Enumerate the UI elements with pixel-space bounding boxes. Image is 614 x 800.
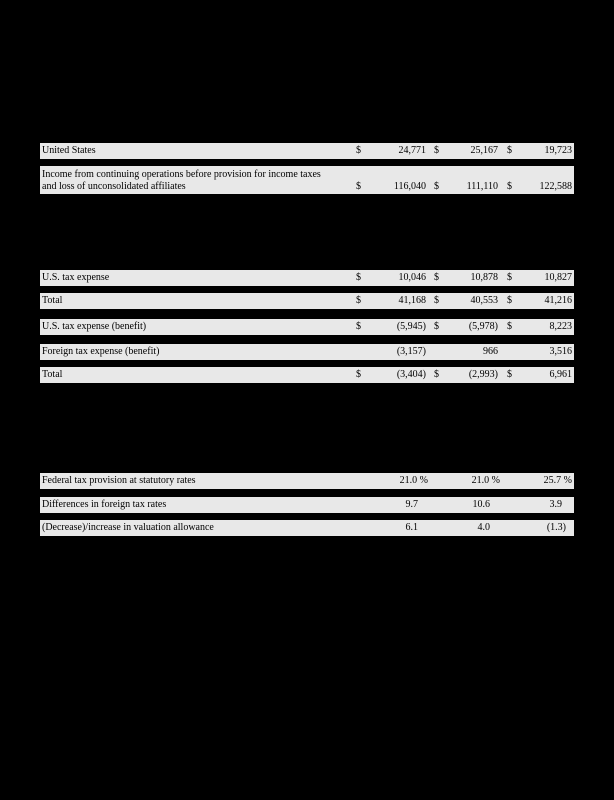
table-row-valuation-allowance [40, 520, 574, 536]
currency-symbol: $ [356, 145, 361, 156]
table-row-income-before-taxes [40, 166, 574, 194]
value-col2: 25,167 [470, 145, 498, 156]
value-col1: 24,771 [398, 145, 426, 156]
value-col1: 21.0 % [399, 475, 428, 486]
table-row-total-current [40, 293, 574, 309]
currency-symbol: $ [507, 295, 512, 306]
value-col3: 8,223 [549, 321, 572, 332]
value-col1: (3,404) [396, 369, 426, 380]
currency-symbol: $ [507, 272, 512, 283]
table-row-foreign-tax-expense-benefit [40, 344, 574, 360]
currency-symbol: $ [507, 369, 512, 380]
row-label: Differences in foreign tax rates [42, 499, 167, 510]
row-label-line2: and loss of unconsolidated affiliates [42, 181, 186, 192]
value-col2: 40,553 [470, 295, 498, 306]
table-row-foreign-tax-rates [40, 497, 574, 513]
value-col1: (3,157) [396, 346, 426, 357]
value-col1: 116,040 [393, 181, 426, 192]
value-col3: 3,516 [549, 346, 572, 357]
value-col3: 19,723 [544, 145, 572, 156]
row-label: Total [42, 295, 63, 306]
table-row-total-deferred [40, 367, 574, 383]
currency-symbol: $ [356, 181, 361, 192]
currency-symbol: $ [434, 272, 439, 283]
row-label: Federal tax provision at statutory rates [42, 475, 196, 486]
currency-symbol: $ [434, 369, 439, 380]
value-col2: 10,878 [470, 272, 498, 283]
value-col2: 4.0 [477, 522, 490, 533]
currency-symbol: $ [507, 181, 512, 192]
currency-symbol: $ [356, 321, 361, 332]
currency-symbol: $ [356, 369, 361, 380]
value-col1: 41,168 [398, 295, 426, 306]
row-label: Foreign tax expense (benefit) [42, 346, 160, 357]
value-col1: 6.1 [405, 522, 418, 533]
row-label: U.S. tax expense [42, 272, 110, 283]
row-label: United States [42, 145, 96, 156]
value-col1: (5,945) [396, 321, 426, 332]
table-row-federal-statutory [40, 473, 574, 489]
currency-symbol: $ [356, 295, 361, 306]
row-label: (Decrease)/increase in valuation allowance [42, 522, 214, 533]
currency-symbol: $ [434, 295, 439, 306]
currency-symbol: $ [434, 321, 439, 332]
value-col3: 10,827 [544, 272, 572, 283]
value-col1: 9.7 [405, 499, 418, 510]
value-col2: (2,993) [468, 369, 498, 380]
value-col2: 966 [483, 346, 498, 357]
row-label: Total [42, 369, 63, 380]
currency-symbol: $ [356, 272, 361, 283]
table-row-united-states [40, 143, 574, 159]
value-col3: 25.7 % [543, 475, 572, 486]
value-col2: 10.6 [472, 499, 490, 510]
value-col3: (1.3) [546, 522, 566, 533]
value-col2: (5,978) [468, 321, 498, 332]
currency-symbol: $ [434, 181, 439, 192]
value-col3: 6,961 [549, 369, 572, 380]
currency-symbol: $ [434, 145, 439, 156]
currency-symbol: $ [507, 321, 512, 332]
table-row-us-tax-expense-benefit [40, 319, 574, 335]
table-row-us-tax-expense [40, 270, 574, 286]
row-label: U.S. tax expense (benefit) [42, 321, 147, 332]
row-label-line1: Income from continuing operations before provision for income taxes [42, 169, 321, 180]
value-col1: 10,046 [398, 272, 426, 283]
value-col2: 21.0 % [471, 475, 500, 486]
currency-symbol: $ [507, 145, 512, 156]
value-col3: 122,588 [539, 181, 572, 192]
value-col3: 3.9 [549, 499, 562, 510]
value-col3: 41,216 [544, 295, 572, 306]
value-col2: 111,110 [466, 181, 498, 192]
